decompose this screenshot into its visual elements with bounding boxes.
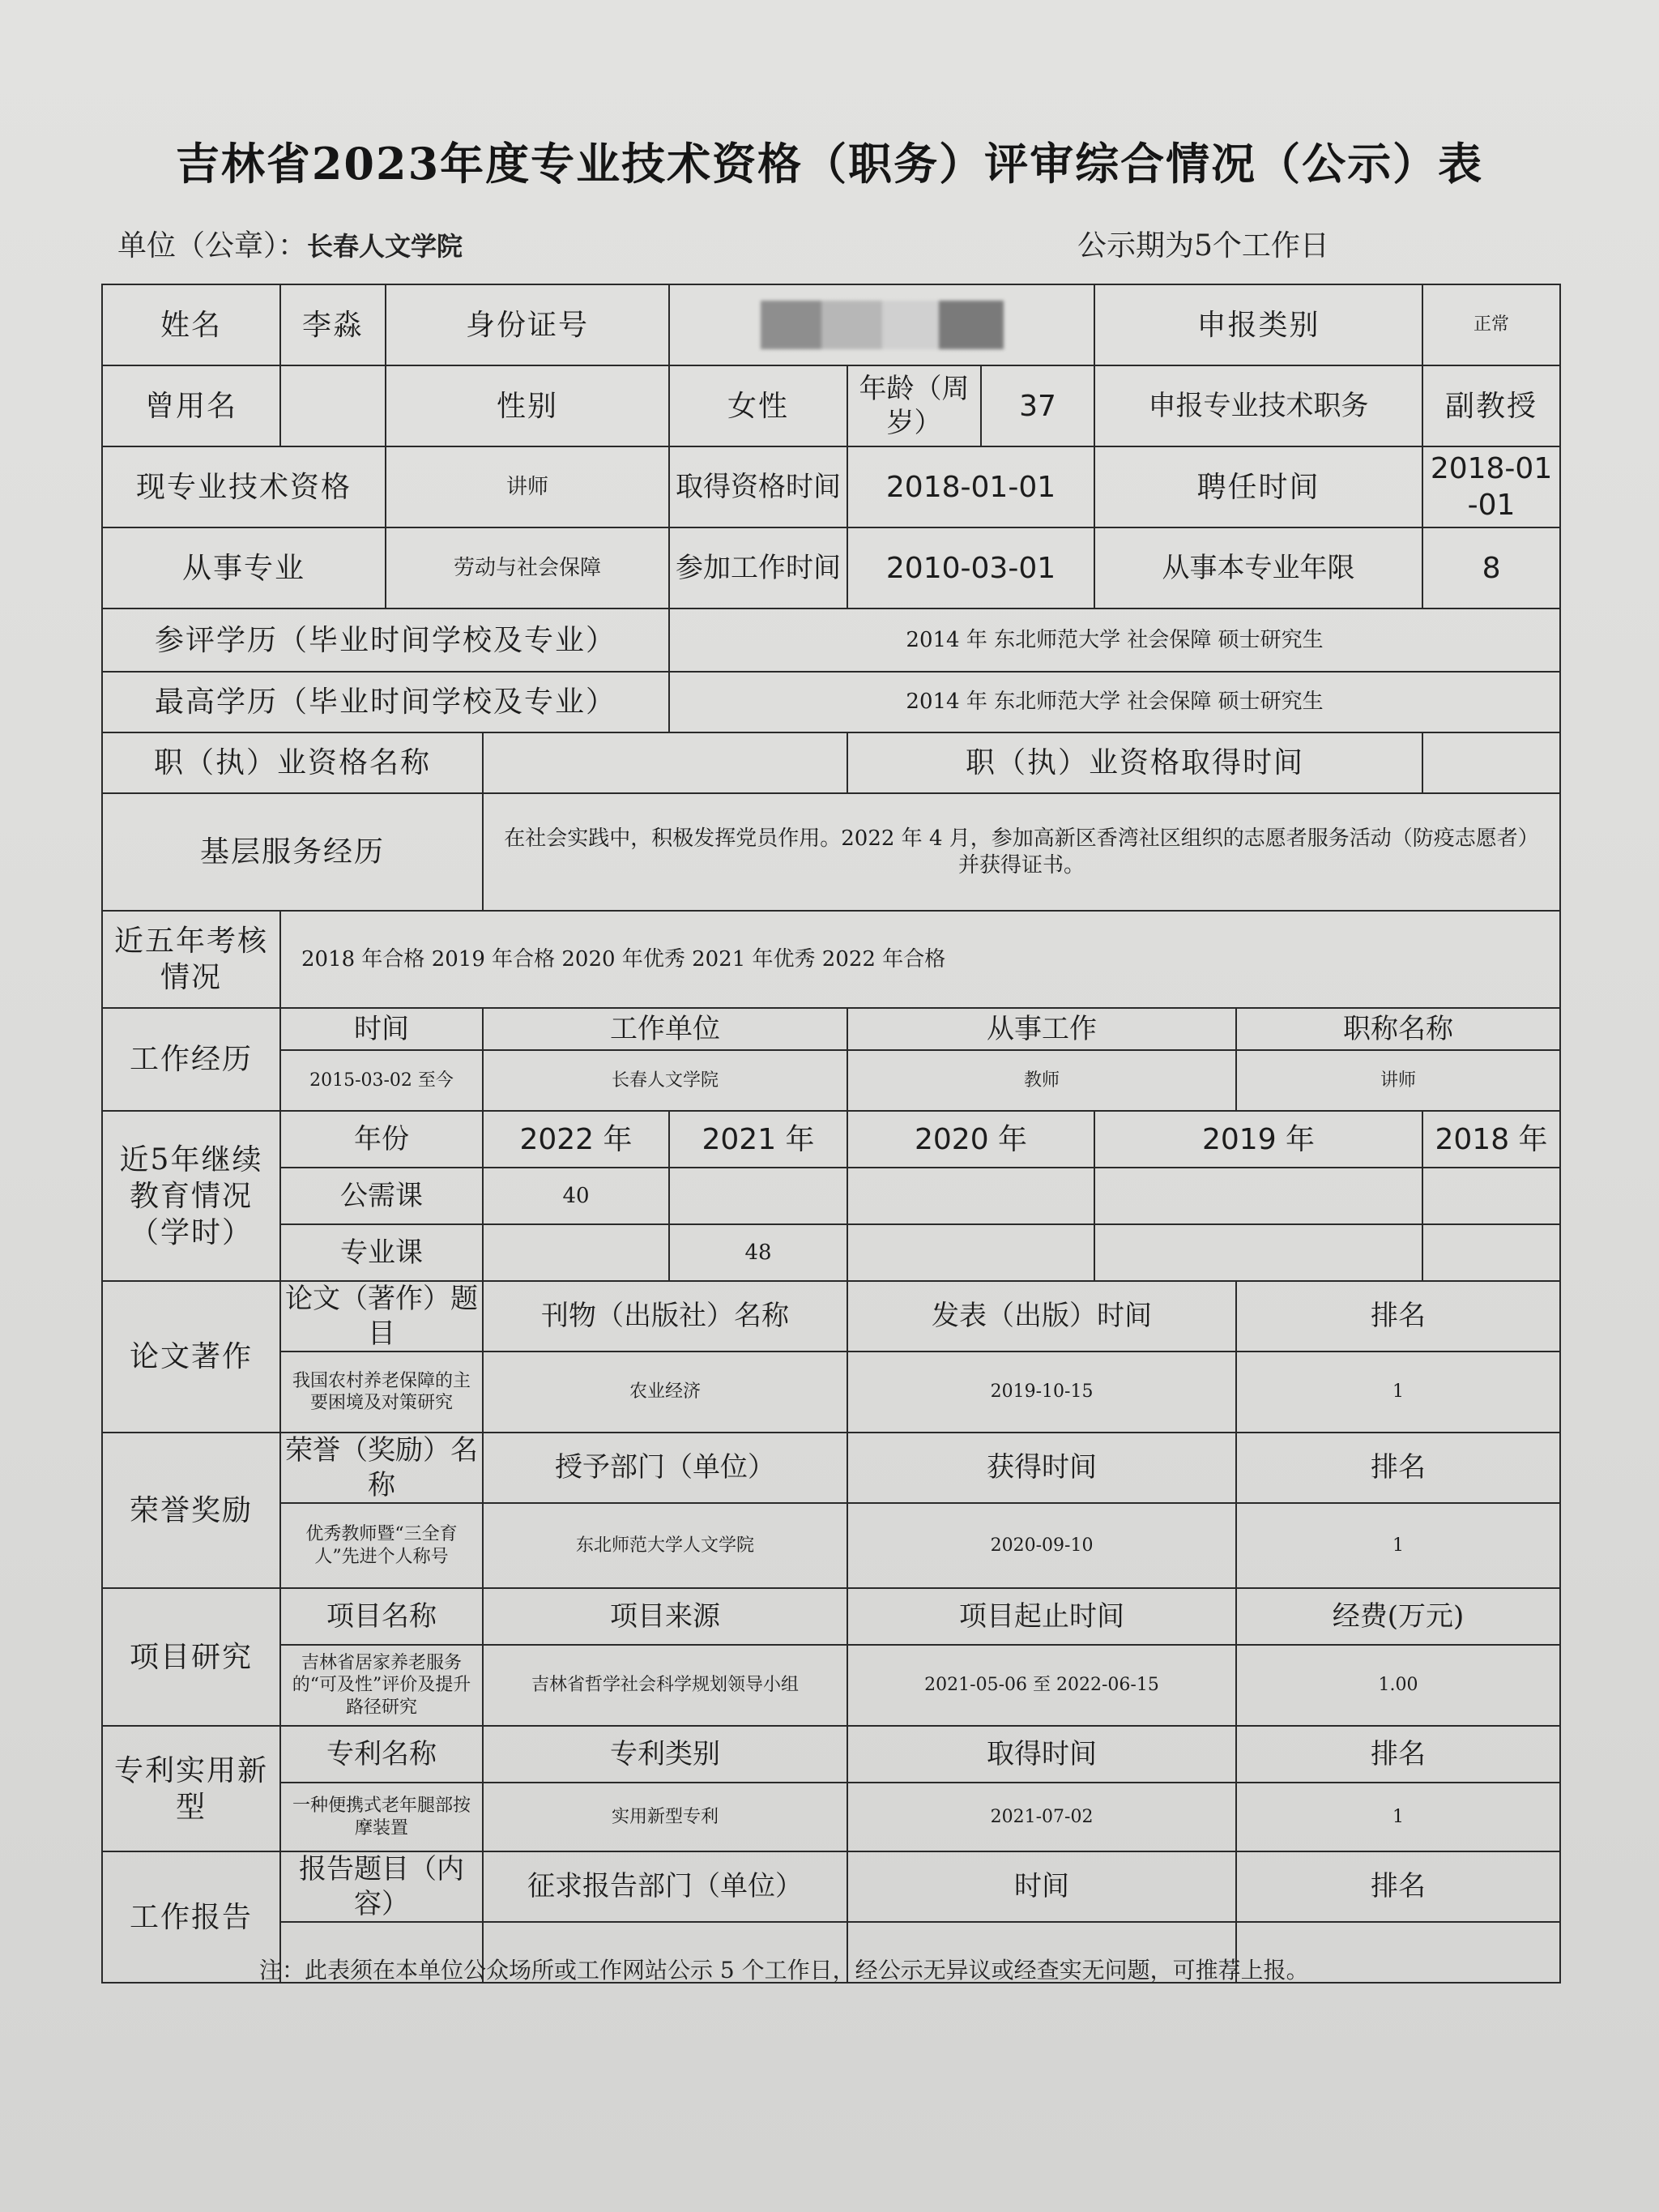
cont-edu-prof-row xyxy=(102,1224,1560,1281)
unit-name: 长春人文学院 xyxy=(307,231,463,262)
row-grassroots xyxy=(102,793,1560,911)
cont-edu-public-2018 xyxy=(1422,1168,1560,1224)
projects-header-source: 项目来源 xyxy=(483,1588,847,1645)
papers-header-row xyxy=(102,1281,1560,1352)
current-qual-value: 讲师 xyxy=(386,446,669,527)
reports-header-row xyxy=(102,1851,1560,1922)
patents-header-name: 专利名称 xyxy=(280,1726,483,1783)
patents-header-date: 取得时间 xyxy=(847,1726,1236,1783)
cont-edu-public-2020 xyxy=(847,1168,1094,1224)
assessment-text: 2018 年合格 2019 年合格 2020 年优秀 2021 年优秀 2022 年合格 xyxy=(280,911,1560,1008)
papers-label: 论文著作 xyxy=(102,1281,280,1433)
cont-edu-label: 近5年继续教育情况（学时） xyxy=(102,1111,280,1281)
paper-journal: 农业经济 xyxy=(483,1352,847,1433)
patent-type: 实用新型专利 xyxy=(483,1783,847,1851)
category-label: 申报类别 xyxy=(1094,284,1422,365)
patents-header-type: 专利类别 xyxy=(483,1726,847,1783)
row-major xyxy=(102,527,1560,609)
reports-header-dept: 征求报告部门（单位） xyxy=(483,1851,847,1922)
row-former-name xyxy=(102,365,1560,446)
honors-header-date: 获得时间 xyxy=(847,1433,1236,1503)
cont-edu-year-2019: 2019 年 xyxy=(1094,1111,1422,1168)
cont-edu-prof-2018 xyxy=(1422,1224,1560,1281)
work-history-job: 教师 xyxy=(847,1050,1236,1111)
reports-header-title: 报告题目（内容） xyxy=(280,1851,483,1922)
honors-header-issuer: 授予部门（单位） xyxy=(483,1433,847,1503)
cont-edu-public-2022: 40 xyxy=(483,1168,669,1224)
unit-label: 单位（公章）： xyxy=(117,229,308,263)
reports-header-date: 时间 xyxy=(847,1851,1236,1922)
work-history-row xyxy=(102,1050,1560,1111)
age-value: 37 xyxy=(981,365,1094,446)
honors-row xyxy=(102,1503,1560,1588)
work-history-unit: 长春人文学院 xyxy=(483,1050,847,1111)
papers-header-journal: 刊物（出版社）名称 xyxy=(483,1281,847,1352)
category-value: 正常 xyxy=(1422,284,1560,365)
years-label: 从事本专业年限 xyxy=(1094,527,1422,609)
projects-header-name: 项目名称 xyxy=(280,1588,483,1645)
former-name-label: 曾用名 xyxy=(102,365,280,446)
cont-edu-prof-2021: 48 xyxy=(669,1224,847,1281)
honor-date: 2020-09-10 xyxy=(847,1503,1236,1588)
cont-edu-prof-label: 专业课 xyxy=(280,1224,483,1281)
age-label: 年龄（周岁） xyxy=(847,365,981,446)
papers-header-date: 发表（出版）时间 xyxy=(847,1281,1236,1352)
publicity-period: 公示期为5个工作日 xyxy=(1077,229,1329,263)
papers-header-rank: 排名 xyxy=(1236,1281,1560,1352)
highest-education-value: 2014 年 东北师范大学 社会保障 硕士研究生 xyxy=(669,672,1560,732)
reports-header-rank: 排名 xyxy=(1236,1851,1560,1922)
patent-name: 一种便携式老年腿部按摩装置 xyxy=(280,1783,483,1851)
cont-edu-year-2021: 2021 年 xyxy=(669,1111,847,1168)
patents-header-rank: 排名 xyxy=(1236,1726,1560,1783)
hire-date-label: 聘任时间 xyxy=(1094,446,1422,527)
cont-edu-prof-2020 xyxy=(847,1224,1094,1281)
years-value: 8 xyxy=(1422,527,1560,609)
review-education-value: 2014 年 东北师范大学 社会保障 硕士研究生 xyxy=(669,609,1560,672)
cont-edu-year-2018: 2018 年 xyxy=(1422,1111,1560,1168)
qual-date-label: 取得资格时间 xyxy=(669,446,847,527)
cont-edu-year-2020: 2020 年 xyxy=(847,1111,1094,1168)
row-practice-qual xyxy=(102,732,1560,793)
row-review-education xyxy=(102,609,1560,672)
project-source: 吉林省哲学社会科学规划领导小组 xyxy=(483,1645,847,1726)
work-history-header-time: 时间 xyxy=(280,1008,483,1050)
name-value: 李淼 xyxy=(280,284,386,365)
projects-header-row xyxy=(102,1588,1560,1645)
project-name: 吉林省居家养老服务的“可及性”评价及提升路径研究 xyxy=(280,1645,483,1726)
cont-edu-public-2021 xyxy=(669,1168,847,1224)
footnote: 注：此表须在本单位公众场所或工作网站公示 5 个工作日，经公示无异议或经查实无问题，可推荐上报。 xyxy=(259,1957,1309,1984)
review-form-table xyxy=(101,284,1561,1984)
honor-rank: 1 xyxy=(1236,1503,1560,1588)
row-name xyxy=(102,284,1560,365)
work-history-label: 工作经历 xyxy=(102,1008,280,1111)
current-qual-label: 现专业技术资格 xyxy=(102,446,386,527)
practice-date-value xyxy=(1422,732,1560,793)
cont-edu-public-row xyxy=(102,1168,1560,1224)
honors-header-row xyxy=(102,1433,1560,1503)
work-history-time: 2015-03-02 至今 xyxy=(280,1050,483,1111)
qual-date-value: 2018-01-01 xyxy=(847,446,1094,527)
practice-name-label: 职（执）业资格名称 xyxy=(102,732,483,793)
projects-header-period: 项目起止时间 xyxy=(847,1588,1236,1645)
cont-edu-public-label: 公需课 xyxy=(280,1168,483,1224)
reports-label: 工作报告 xyxy=(102,1851,280,1983)
apply-title-value: 副教授 xyxy=(1422,365,1560,446)
patents-label: 专利实用新型 xyxy=(102,1726,280,1851)
project-funding: 1.00 xyxy=(1236,1645,1560,1726)
grassroots-label: 基层服务经历 xyxy=(102,793,483,911)
work-history-title: 讲师 xyxy=(1236,1050,1560,1111)
page-title: 吉林省2023年度专业技术资格（职务）评审综合情况（公示）表 xyxy=(175,138,1484,190)
honor-name: 优秀教师暨“三全育人”先进个人称号 xyxy=(280,1503,483,1588)
projects-row xyxy=(102,1645,1560,1726)
cont-edu-prof-2019 xyxy=(1094,1224,1422,1281)
patents-header-row xyxy=(102,1726,1560,1783)
honors-header-name: 荣誉（奖励）名称 xyxy=(280,1433,483,1503)
cont-edu-prof-2022 xyxy=(483,1224,669,1281)
row-assessment xyxy=(102,911,1560,1008)
apply-title-label: 申报专业技术职务 xyxy=(1094,365,1422,446)
id-value-redacted xyxy=(669,284,1094,365)
highest-education-label: 最高学历（毕业时间学校及专业） xyxy=(102,672,669,732)
row-highest-education xyxy=(102,672,1560,732)
paper-rank: 1 xyxy=(1236,1352,1560,1433)
papers-header-title: 论文（著作）题目 xyxy=(280,1281,483,1352)
projects-header-funding: 经费(万元) xyxy=(1236,1588,1560,1645)
honors-label: 荣誉奖励 xyxy=(102,1433,280,1588)
honor-issuer: 东北师范大学人文学院 xyxy=(483,1503,847,1588)
work-start-value: 2010-03-01 xyxy=(847,527,1094,609)
gender-label: 性别 xyxy=(386,365,669,446)
work-history-header-row xyxy=(102,1008,1560,1050)
review-education-label: 参评学历（毕业时间学校及专业） xyxy=(102,609,669,672)
former-name-value xyxy=(280,365,386,446)
gender-value: 女性 xyxy=(669,365,847,446)
projects-label: 项目研究 xyxy=(102,1588,280,1726)
patent-rank: 1 xyxy=(1236,1783,1560,1851)
row-current-qual xyxy=(102,446,1560,527)
patent-date: 2021-07-02 xyxy=(847,1783,1236,1851)
work-start-label: 参加工作时间 xyxy=(669,527,847,609)
unit-line xyxy=(117,223,463,264)
id-label: 身份证号 xyxy=(386,284,669,365)
assessment-label: 近五年考核情况 xyxy=(102,911,280,1008)
hire-date-value: 2018-01-01 xyxy=(1422,446,1560,527)
practice-name-value xyxy=(483,732,847,793)
papers-row xyxy=(102,1352,1560,1433)
work-history-header-title: 职称名称 xyxy=(1236,1008,1560,1050)
paper-date: 2019-10-15 xyxy=(847,1352,1236,1433)
cont-edu-year-row xyxy=(102,1111,1560,1168)
paper-title: 我国农村养老保障的主要困境及对策研究 xyxy=(280,1352,483,1433)
project-period: 2021-05-06 至 2022-06-15 xyxy=(847,1645,1236,1726)
cont-edu-year-2022: 2022 年 xyxy=(483,1111,669,1168)
name-label: 姓名 xyxy=(102,284,280,365)
major-value: 劳动与社会保障 xyxy=(386,527,669,609)
work-history-header-job: 从事工作 xyxy=(847,1008,1236,1050)
cont-edu-public-2019 xyxy=(1094,1168,1422,1224)
major-label: 从事专业 xyxy=(102,527,386,609)
practice-date-label: 职（执）业资格取得时间 xyxy=(847,732,1422,793)
work-history-header-unit: 工作单位 xyxy=(483,1008,847,1050)
cont-edu-year-label: 年份 xyxy=(280,1111,483,1168)
grassroots-text: 在社会实践中，积极发挥党员作用。2022 年 4 月，参加高新区香湾社区组织的志愿者服务活动（防疫志愿者）并获得证书。 xyxy=(483,793,1560,911)
honors-header-rank: 排名 xyxy=(1236,1433,1560,1503)
patents-row xyxy=(102,1783,1560,1851)
redaction-blur xyxy=(761,301,1004,349)
